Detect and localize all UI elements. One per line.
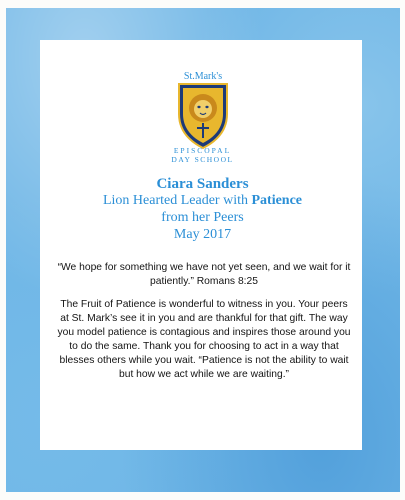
recipient-name: Ciara Sanders bbox=[156, 176, 249, 192]
school-name-line-1: EPISCOPAL bbox=[173, 146, 232, 155]
award-from: from her Peers bbox=[161, 210, 244, 225]
logo-wordmark: St.Mark's bbox=[183, 71, 222, 82]
school-shield-logo bbox=[173, 68, 233, 156]
award-title bbox=[0, 193, 405, 209]
award-trait: Patience bbox=[251, 193, 303, 208]
award-title-prefix: Lion Hearted Leader with bbox=[102, 193, 252, 208]
scripture-quote: “We hope for something we have not yet seen, and we wait for it patiently.” Romans 8:25 bbox=[57, 262, 351, 287]
award-message: The Fruit of Patience is wonderful to witness in you. Your peers at St. Mark’s see it in you and are thankful for that gift. The way you model patience is contagious and inspires those around you to do the same. Thank you for choosing to act in a way that blesses others while you wait. “Patience is not the ability to wait but how we act while we are waiting.” bbox=[57, 299, 351, 380]
school-name-line-2: DAY SCHOOL bbox=[171, 155, 234, 164]
award-date: May 2017 bbox=[173, 227, 232, 242]
